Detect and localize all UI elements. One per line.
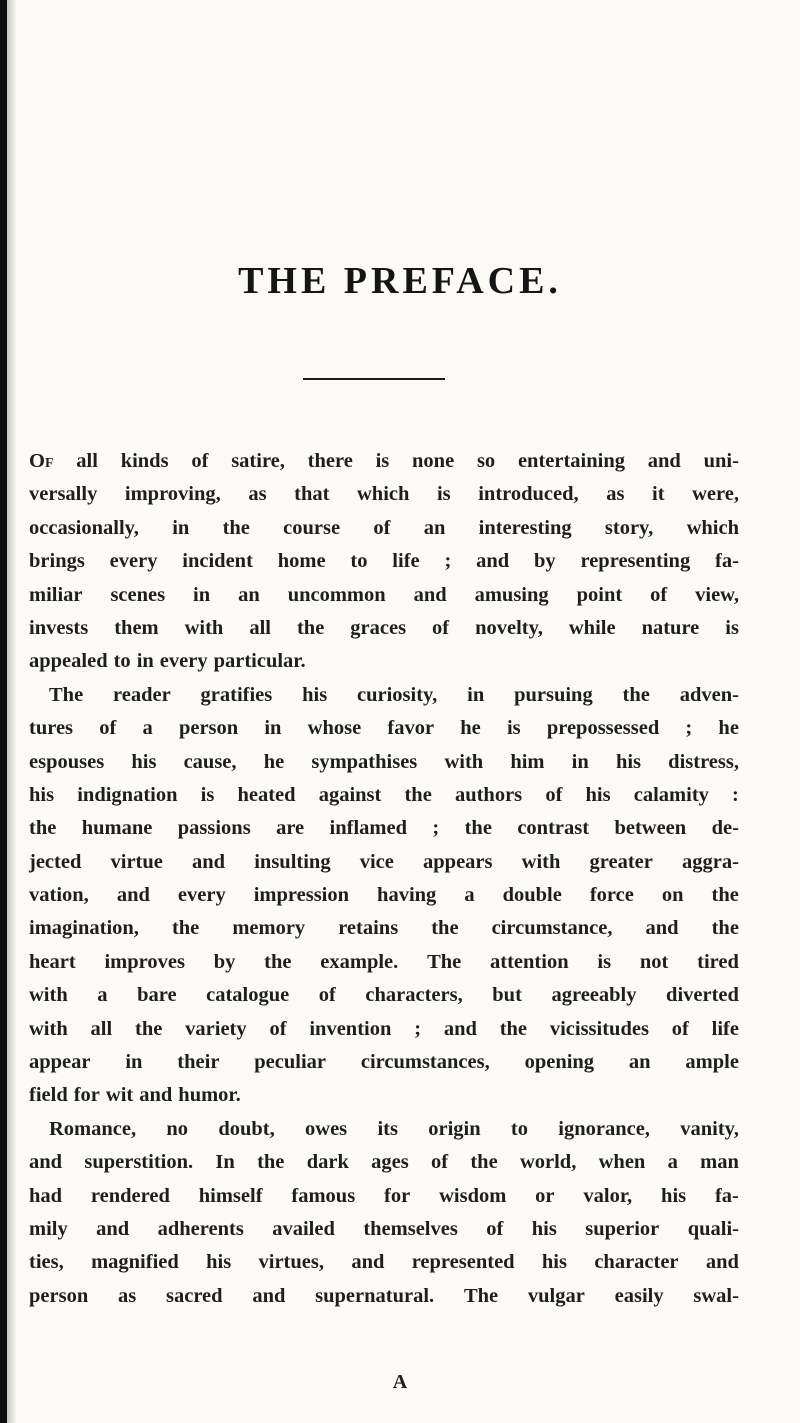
word: brings (29, 550, 85, 573)
word: interesting (478, 516, 572, 539)
word: vanity, (680, 1117, 739, 1140)
word: is (725, 616, 739, 639)
word: between (614, 817, 687, 840)
word: cause, (183, 750, 237, 773)
word: swal- (693, 1284, 739, 1307)
word: by (213, 950, 236, 973)
word: its (377, 1117, 398, 1140)
text-line (29, 1180, 739, 1213)
word: The (463, 1284, 499, 1307)
word: not (639, 950, 669, 973)
word: his (615, 750, 642, 773)
word: his (585, 783, 611, 806)
word: insulting (254, 850, 331, 873)
word: is (506, 717, 521, 740)
word: attention (490, 950, 569, 973)
word: curiosity, (357, 683, 438, 706)
word: particular. (213, 650, 306, 673)
word: inflamed (329, 817, 407, 840)
word: his (531, 1217, 557, 1240)
word: his (302, 683, 328, 706)
word: he (263, 750, 285, 773)
word: field (29, 1084, 68, 1107)
word: and (96, 1217, 130, 1240)
word: of (650, 583, 668, 606)
word: vation, (29, 884, 89, 907)
word: an (423, 516, 446, 539)
text-line (29, 679, 739, 712)
word: satire, (231, 450, 285, 472)
word: famous (291, 1184, 356, 1207)
word: is (375, 450, 390, 472)
word: as (606, 483, 625, 506)
word: the (264, 950, 292, 973)
word: a (142, 717, 153, 740)
text-line (29, 545, 739, 578)
word: heart (29, 950, 76, 973)
word: The (427, 950, 462, 973)
word: person (178, 717, 239, 740)
word: pursuing (514, 683, 593, 706)
word: invention (309, 1017, 392, 1040)
word: as (118, 1284, 137, 1307)
word: tures (29, 717, 74, 740)
text-line (29, 879, 739, 912)
word: ages (371, 1151, 409, 1174)
word: sacred (166, 1284, 223, 1307)
word: impression (253, 884, 350, 907)
word: and (351, 1251, 385, 1274)
word: de- (711, 817, 739, 840)
word: diverted (666, 984, 739, 1007)
word: to (113, 650, 131, 673)
word: the (29, 817, 57, 840)
word: is (436, 483, 451, 506)
word: themselves (363, 1217, 458, 1240)
word: incident (182, 550, 253, 573)
text-line (29, 579, 739, 612)
word: the (711, 917, 739, 940)
word: and (252, 1284, 286, 1307)
word: character (594, 1251, 679, 1274)
text-line (29, 912, 739, 945)
word: his (29, 783, 55, 806)
word: his (206, 1251, 232, 1274)
word: and (647, 450, 681, 472)
word: and (139, 1084, 173, 1107)
word: reader (113, 683, 171, 706)
word: and (645, 917, 679, 940)
page-title: THE PREFACE. (238, 260, 562, 302)
word: In (215, 1151, 235, 1174)
word: and (443, 1017, 477, 1040)
word: ignorance, (558, 1117, 650, 1140)
word: man (700, 1151, 739, 1174)
word: aggra- (682, 850, 739, 873)
word: to (510, 1117, 528, 1140)
word: were, (692, 483, 739, 506)
word: the (257, 1151, 285, 1174)
word: is (200, 783, 215, 806)
word: no (166, 1117, 189, 1140)
word: wit (105, 1084, 134, 1107)
word: appealed (29, 650, 108, 673)
word: and (192, 850, 226, 873)
word: as (248, 483, 267, 506)
word: the (135, 1017, 163, 1040)
word: he (460, 717, 481, 740)
word: virtues, (258, 1251, 324, 1274)
text-line (29, 846, 739, 879)
word: ; (432, 817, 440, 840)
word: while (568, 616, 616, 639)
word: ties, (29, 1251, 64, 1274)
word: calamity (633, 783, 709, 806)
word: or (535, 1184, 555, 1207)
word: passions (177, 817, 251, 840)
word: ample (685, 1051, 739, 1074)
word: sympathises (311, 750, 418, 773)
word: of (99, 717, 117, 740)
word: his (131, 750, 157, 773)
word: adven- (679, 683, 739, 706)
word: gratifies (200, 683, 273, 706)
word: appear (29, 1051, 91, 1074)
word: them (114, 616, 159, 639)
gutter-shadow (7, 0, 17, 1423)
word: in (467, 683, 485, 706)
word: rendered (90, 1184, 170, 1207)
word: opening (524, 1051, 595, 1074)
word: in (193, 583, 211, 606)
word: memory (232, 917, 306, 940)
word: against (318, 783, 382, 806)
word: the (171, 917, 200, 940)
text-line (29, 1046, 739, 1079)
word: and (413, 583, 447, 606)
word: which (357, 483, 410, 506)
word: vicissitudes (549, 1017, 649, 1040)
word: superior (585, 1217, 660, 1240)
word: in (125, 1051, 143, 1074)
word: himself (198, 1184, 263, 1207)
word: nature (641, 616, 700, 639)
word: : (732, 783, 739, 806)
word: by (534, 550, 556, 573)
word: in (172, 516, 190, 539)
text-line (29, 812, 739, 845)
word: wisdom (439, 1184, 507, 1207)
word: humane (81, 817, 153, 840)
word: dark (306, 1151, 349, 1174)
word: every (109, 550, 158, 573)
word: of (318, 984, 336, 1007)
word: improving, (124, 483, 221, 506)
word: person (29, 1284, 89, 1307)
word: versally (29, 483, 98, 506)
word: scenes (110, 583, 166, 606)
word: a (667, 1151, 678, 1174)
word: in (571, 750, 589, 773)
word: contrast (517, 817, 590, 840)
word: ; (414, 1017, 422, 1040)
word: fa- (715, 550, 739, 573)
word: graces (350, 616, 407, 639)
word: of (486, 1217, 504, 1240)
word: force (589, 884, 634, 907)
title-divider (303, 378, 445, 380)
word: it (652, 483, 665, 506)
text-line (29, 1280, 739, 1313)
word: uncommon (287, 583, 386, 606)
word: his (541, 1251, 567, 1274)
word: occasionally, (29, 516, 139, 539)
text-line (29, 478, 739, 511)
word: kinds (120, 450, 169, 472)
word: example. (320, 950, 399, 973)
text-line (29, 1213, 739, 1246)
word: The (49, 683, 84, 706)
word: introduced, (478, 483, 579, 506)
word: in (136, 650, 154, 673)
word: with (184, 616, 224, 639)
word: the (404, 783, 432, 806)
word: peculiar (254, 1051, 327, 1074)
word: doubt, (218, 1117, 275, 1140)
word: characters, (365, 984, 463, 1007)
word: which (686, 516, 739, 539)
word: availed (272, 1217, 335, 1240)
word: their (177, 1051, 220, 1074)
word: greater (589, 850, 653, 873)
word: Romance, (49, 1117, 137, 1140)
word: easily (614, 1284, 664, 1307)
word: retains (338, 917, 399, 940)
signature-mark: A (392, 1371, 408, 1393)
word: the (711, 884, 739, 907)
word: the (464, 817, 492, 840)
word: home (277, 550, 326, 573)
word: whose (307, 717, 362, 740)
text-line (29, 1246, 739, 1279)
word: valor, (583, 1184, 633, 1207)
word: humor. (178, 1084, 241, 1107)
word: every (159, 650, 208, 673)
word: represented (411, 1251, 515, 1274)
text-line (29, 645, 739, 678)
word: for (384, 1184, 411, 1207)
word: the (222, 516, 250, 539)
word: his (661, 1184, 687, 1207)
word: distress, (668, 750, 739, 773)
word: ; (444, 550, 452, 573)
body-text (29, 445, 739, 1313)
word: the (296, 616, 325, 639)
word: there (307, 450, 353, 472)
word: amusing (474, 583, 549, 606)
word: of (432, 616, 450, 639)
word: owes (305, 1117, 348, 1140)
word: authors (454, 783, 523, 806)
word: heated (237, 783, 296, 806)
word: favor (387, 717, 435, 740)
word: improves (104, 950, 185, 973)
text-line (29, 746, 739, 779)
word: superstition. (84, 1151, 194, 1174)
word: for (73, 1084, 100, 1107)
word: quali- (687, 1217, 739, 1240)
word: on (661, 884, 684, 907)
word: jected (29, 850, 82, 873)
word: entertaining (517, 450, 625, 472)
text-line (29, 979, 739, 1012)
word: origin (428, 1117, 481, 1140)
word: adherents (157, 1217, 244, 1240)
word: uni- (703, 450, 739, 472)
word: so (476, 450, 496, 472)
word: representing (580, 550, 691, 573)
word: appears (423, 850, 493, 873)
word: with (29, 984, 68, 1007)
word: a (464, 884, 475, 907)
word: view, (695, 583, 739, 606)
word: an (628, 1051, 651, 1074)
word: with (521, 850, 561, 873)
word: is (597, 950, 612, 973)
word: circumstances, (360, 1051, 490, 1074)
word: of (671, 1017, 689, 1040)
text-line (29, 612, 739, 645)
word: when (598, 1151, 646, 1174)
word: of (269, 1017, 287, 1040)
text-line (29, 1079, 739, 1112)
word: none (412, 450, 455, 472)
word: and (476, 550, 510, 573)
book-spine-edge (0, 0, 7, 1423)
word: miliar (29, 583, 83, 606)
word: had (29, 1184, 63, 1207)
word: the (470, 1151, 498, 1174)
word: the (622, 683, 650, 706)
word: imagination, (29, 917, 139, 940)
word: novelty, (475, 616, 543, 639)
text-line (29, 946, 739, 979)
text-line (29, 1113, 739, 1146)
word: and (29, 1151, 63, 1174)
word: life (711, 1017, 739, 1040)
word: he (718, 717, 739, 740)
word: are (276, 817, 305, 840)
word: story, (604, 516, 654, 539)
word: agreeably (551, 984, 637, 1007)
word: ; (685, 717, 693, 740)
word: an (238, 583, 260, 606)
word: having (377, 884, 437, 907)
word: every (177, 884, 226, 907)
word: with (444, 750, 484, 773)
word: catalogue (206, 984, 290, 1007)
word: vulgar (527, 1284, 585, 1307)
word: magnified (91, 1251, 179, 1274)
word: espouses (29, 750, 105, 773)
word: supernatural. (315, 1284, 435, 1307)
text-line (29, 779, 739, 812)
word: of (191, 450, 209, 472)
word: indignation (77, 783, 178, 806)
word: variety (185, 1017, 247, 1040)
word: Of (29, 450, 54, 472)
text-line (29, 1146, 739, 1179)
word: circumstance, (491, 917, 613, 940)
text-line (29, 445, 739, 478)
word: double (502, 884, 562, 907)
word: all (90, 1017, 113, 1040)
word: point (576, 583, 623, 606)
word: of (430, 1151, 449, 1174)
text-line (29, 1013, 739, 1046)
word: with (29, 1017, 68, 1040)
word: the (499, 1017, 528, 1040)
word: all (249, 616, 271, 639)
text-line (29, 712, 739, 745)
word: fa- (714, 1184, 739, 1207)
word: prepossessed (546, 717, 660, 740)
word: and (705, 1251, 739, 1274)
word: world, (519, 1151, 577, 1174)
word: mily (29, 1217, 68, 1240)
text-line (29, 512, 739, 545)
word: a (97, 984, 108, 1007)
word: bare (137, 984, 177, 1007)
word: in (264, 717, 282, 740)
word: but (492, 984, 522, 1007)
word: all (76, 450, 98, 472)
word: vice (359, 850, 394, 873)
word: life (392, 550, 420, 573)
word: of (373, 516, 391, 539)
word: that (294, 483, 330, 506)
word: him (510, 750, 545, 773)
word: to (350, 550, 368, 573)
word: of (545, 783, 563, 806)
word: tired (697, 950, 739, 973)
word: and (116, 884, 150, 907)
word: course (283, 516, 341, 539)
word: virtue (110, 850, 163, 873)
word: the (431, 917, 459, 940)
word: invests (29, 616, 89, 639)
